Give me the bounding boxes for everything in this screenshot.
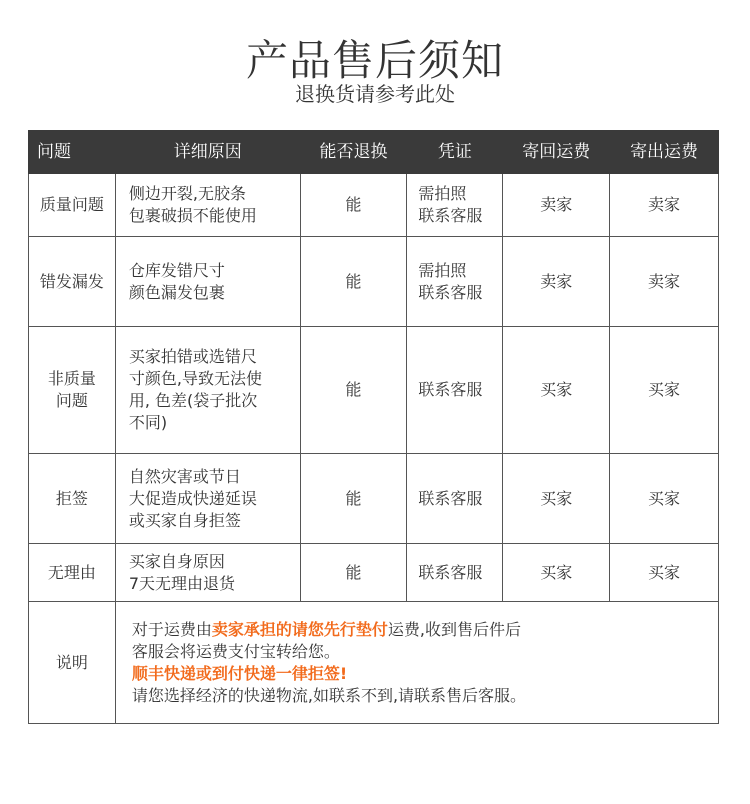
cell-issue (29, 327, 116, 454)
cell-text: 能 (345, 380, 362, 399)
cell-reason (115, 327, 300, 454)
cell-text: 颜色漏发包裹 (128, 282, 225, 302)
cell-text: 自然灾害或节日 (128, 466, 241, 486)
after-sales-table (28, 130, 719, 724)
cell-text: 非质量 (47, 369, 96, 388)
cell-issue (29, 237, 116, 327)
note-line: 请您选择经济的快递物流,如联系不到,请联系售后客服。 (131, 685, 527, 705)
cell-issue (29, 454, 116, 544)
cell-text: 问题 (55, 391, 88, 410)
cell-return-fee (503, 327, 610, 454)
cell-text: 包裹破损不能使用 (128, 206, 257, 225)
table-row (29, 544, 719, 602)
cell-text: 侧边开裂,无胶条 (128, 184, 246, 203)
header-cell: 寄出运费 (610, 131, 719, 174)
note-label: 说明 (29, 602, 116, 724)
table-row (29, 174, 719, 237)
cell-text: 卖家 (648, 271, 681, 291)
cell-issue (29, 174, 116, 237)
note-line: 客服会将运费支付宝转给您。 (131, 641, 340, 661)
cell-text: 买家拍错或选错尺 (128, 347, 257, 366)
cell-text: 联系客服 (418, 380, 483, 399)
cell-text: 买家 (648, 488, 681, 508)
cell-text: 卖家 (540, 195, 573, 214)
cell-returnable (300, 327, 407, 454)
header-cell: 凭证 (407, 131, 503, 174)
cell-returnable (300, 237, 407, 327)
cell-text: 买家 (648, 380, 681, 399)
cell-text: 联系客服 (418, 206, 483, 225)
cell-return-fee (503, 237, 610, 327)
note-highlight: 卖家承担的请您先行垫付 (211, 619, 388, 639)
note-line: 对于运费由 (131, 619, 212, 639)
cell-text: 联系客服 (418, 562, 483, 582)
header-cell: 问题 (29, 131, 116, 174)
cell-text: 联系客服 (418, 282, 483, 302)
cell-proof (407, 454, 503, 544)
cell-text: 不同) (128, 413, 168, 432)
cell-proof (407, 174, 503, 237)
cell-returnable (300, 174, 407, 237)
cell-return-fee (503, 174, 610, 237)
cell-reason (115, 454, 300, 544)
cell-text: 仓库发错尺寸 (128, 260, 225, 280)
cell-send-fee (610, 454, 719, 544)
cell-text: 需拍照 (418, 184, 467, 203)
cell-text: 错发漏发 (39, 271, 104, 291)
table-row (29, 237, 719, 327)
cell-text: 质量问题 (39, 195, 104, 214)
cell-return-fee (503, 544, 610, 602)
table-row (29, 454, 719, 544)
cell-text: 无理由 (47, 562, 96, 582)
cell-returnable (300, 544, 407, 602)
cell-send-fee (610, 327, 719, 454)
cell-text: 拒签 (55, 488, 88, 508)
cell-text: 大促造成快递延误 (128, 488, 257, 508)
page-subtitle: 退换货请参考此处 (295, 82, 455, 106)
cell-issue (29, 544, 116, 602)
header-cell: 寄回运费 (503, 131, 610, 174)
cell-text: 能 (345, 562, 362, 582)
cell-text: 需拍照 (418, 260, 467, 280)
cell-proof (407, 544, 503, 602)
cell-send-fee (610, 544, 719, 602)
cell-returnable (300, 454, 407, 544)
cell-text: 或买家自身拒签 (128, 510, 241, 530)
note-warning: 顺丰快递或到付快递一律拒签! (131, 663, 348, 683)
cell-text: 卖家 (648, 195, 681, 214)
page-title: 产品售后须知 (245, 36, 504, 85)
cell-text: 能 (345, 271, 362, 291)
cell-text: 7天无理由退货 (128, 573, 236, 593)
header-cell: 详细原因 (115, 131, 300, 174)
table-row (29, 327, 719, 454)
cell-text: 能 (345, 488, 362, 508)
cell-text: 寸颜色,导致无法使 (128, 369, 262, 388)
cell-proof (407, 327, 503, 454)
cell-text: 买家 (540, 380, 573, 399)
header-cell: 能否退换 (300, 131, 407, 174)
cell-text: 买家 (540, 488, 573, 508)
cell-send-fee (610, 237, 719, 327)
note-text (115, 602, 718, 724)
cell-text: 能 (345, 195, 362, 214)
cell-reason (115, 237, 300, 327)
cell-proof (407, 237, 503, 327)
note-line: 运费,收到售后件后 (387, 619, 521, 639)
cell-text: 买家 (540, 562, 573, 582)
cell-text: 卖家 (540, 271, 573, 291)
cell-reason (115, 544, 300, 602)
cell-text: 买家自身原因 (128, 551, 225, 571)
table-header (29, 131, 719, 174)
cell-send-fee (610, 174, 719, 237)
cell-text: 用, 色差(袋子批次 (128, 391, 258, 410)
cell-return-fee (503, 454, 610, 544)
cell-reason (115, 174, 300, 237)
cell-text: 买家 (648, 562, 681, 582)
cell-text: 联系客服 (418, 488, 483, 508)
note-row (29, 602, 719, 724)
